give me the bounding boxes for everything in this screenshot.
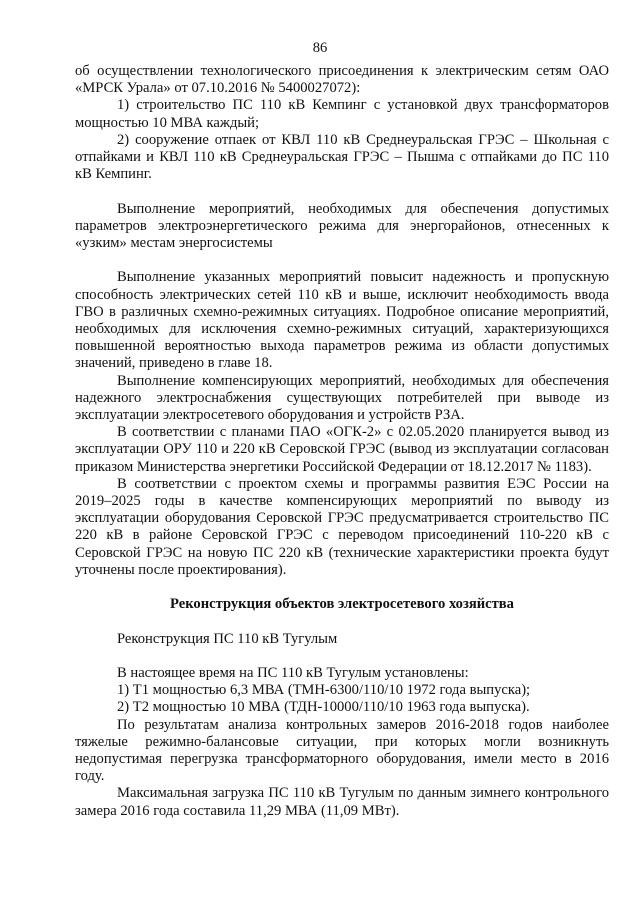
paragraph-t2: 2) Т2 мощностью 10 МВА (ТДН-10000/110/10 1963 года выпуска). — [117, 699, 530, 716]
paragraph-reliability: Выполнение указанных мероприятий повысит надежность и пропускную способность электрических сетей 110 кВ и выше, исключит необходимость ввода ГВО в различных схемно-режимных ситуациях. Подробное описание мероприятий, необходимых для исключения схемно-режимных ситуаций, характеризующихся повышенной вероятностью выхода параметров режима из области допустимых значений, приведено в главе 18. — [75, 269, 609, 372]
blank-line — [75, 183, 609, 200]
paragraph-installed: В настоящее время на ПС 110 кВ Тугулым установлены: — [117, 665, 469, 682]
paragraph-ogk2-plans: В соответствии с планами ПАО «ОГК-2» с 02.05.2020 планируется вывод из эксплуатации ОРУ 110 и 220 кВ Серовской ГРЭС (вывод из эксплуатации согласован приказом Министерства энергетики Российской Федерации от 18.12.2017 № 1183). — [75, 424, 609, 475]
paragraph-t1: 1) Т1 мощностью 6,3 МВА (ТМН-6300/110/10 1972 года выпуска); — [117, 682, 531, 699]
paragraph-max-load: Максимальная загрузка ПС 110 кВ Тугулым по данным зимнего контрольного замера 2016 года составила 11,29 МВА (11,09 МВт). — [75, 785, 609, 819]
page-number: 86 — [312, 40, 328, 56]
blank-line — [75, 613, 609, 630]
paragraph-item-2: 2) сооружение отпаек от КВЛ 110 кВ Среднеуральская ГРЭС – Школьная с отпайками и КВЛ 110 кВ Среднеуральская ГРЭС – Пышма с отпайками до ПС 110 кВ Кемпинг. — [75, 131, 609, 183]
blank-line — [75, 252, 609, 269]
paragraph-ees-scheme: В соответствии с проектом схемы и программы развития ЕЭС России на 2019–2025 годы в качестве компенсирующих мероприятий по выводу из эксплуатации оборудования Серовской ГРЭС предусматривается строительство ПС 220 кВ в районе Серовской ГРЭС с переводом присоединений 110-220 кВ с Серовской ГРЭС на новую ПС 220 кВ (технические характеристики проекта будут уточнены после проектирования). — [75, 475, 609, 578]
section-heading-reconstruction: Реконструкция объектов электросетевого хозяйства — [170, 596, 514, 613]
paragraph-tp-agreement: об осуществлении технологического присоединения к электрическим сетям ОАО «МРСК Урала» от 07.10.2016 № 5400027072): — [75, 63, 609, 97]
paragraph-item-1: 1) строительство ПС 110 кВ Кемпинг с установкой двух трансформаторов мощностью 10 МВА каждый; — [75, 97, 609, 131]
paragraph-analysis: По результатам анализа контрольных замеров 2016-2018 годов наиболее тяжелые режимно-балансовые ситуации, при которых могли возникнуть недопустимая перегрузка трансформаторного оборудования, имели место в 2016 году. — [75, 716, 609, 785]
paragraph-section-heading-measures: Выполнение мероприятий, необходимых для обеспечения допустимых параметров электроэнергетического режима для энергорайонов, отнесенных к «узким» местам энергосистемы — [75, 200, 609, 252]
blank-line — [75, 579, 609, 596]
page-body — [75, 63, 609, 820]
blank-line — [75, 648, 609, 665]
subheading-tugulym: Реконструкция ПС 110 кВ Тугулым — [117, 630, 338, 647]
paragraph-compensating-measures: Выполнение компенсирующих мероприятий, необходимых для обеспечения надежного электроснабжения существующих потребителей при выводе из эксплуатации электросетевого оборудования и устройств РЗА. — [75, 372, 609, 424]
